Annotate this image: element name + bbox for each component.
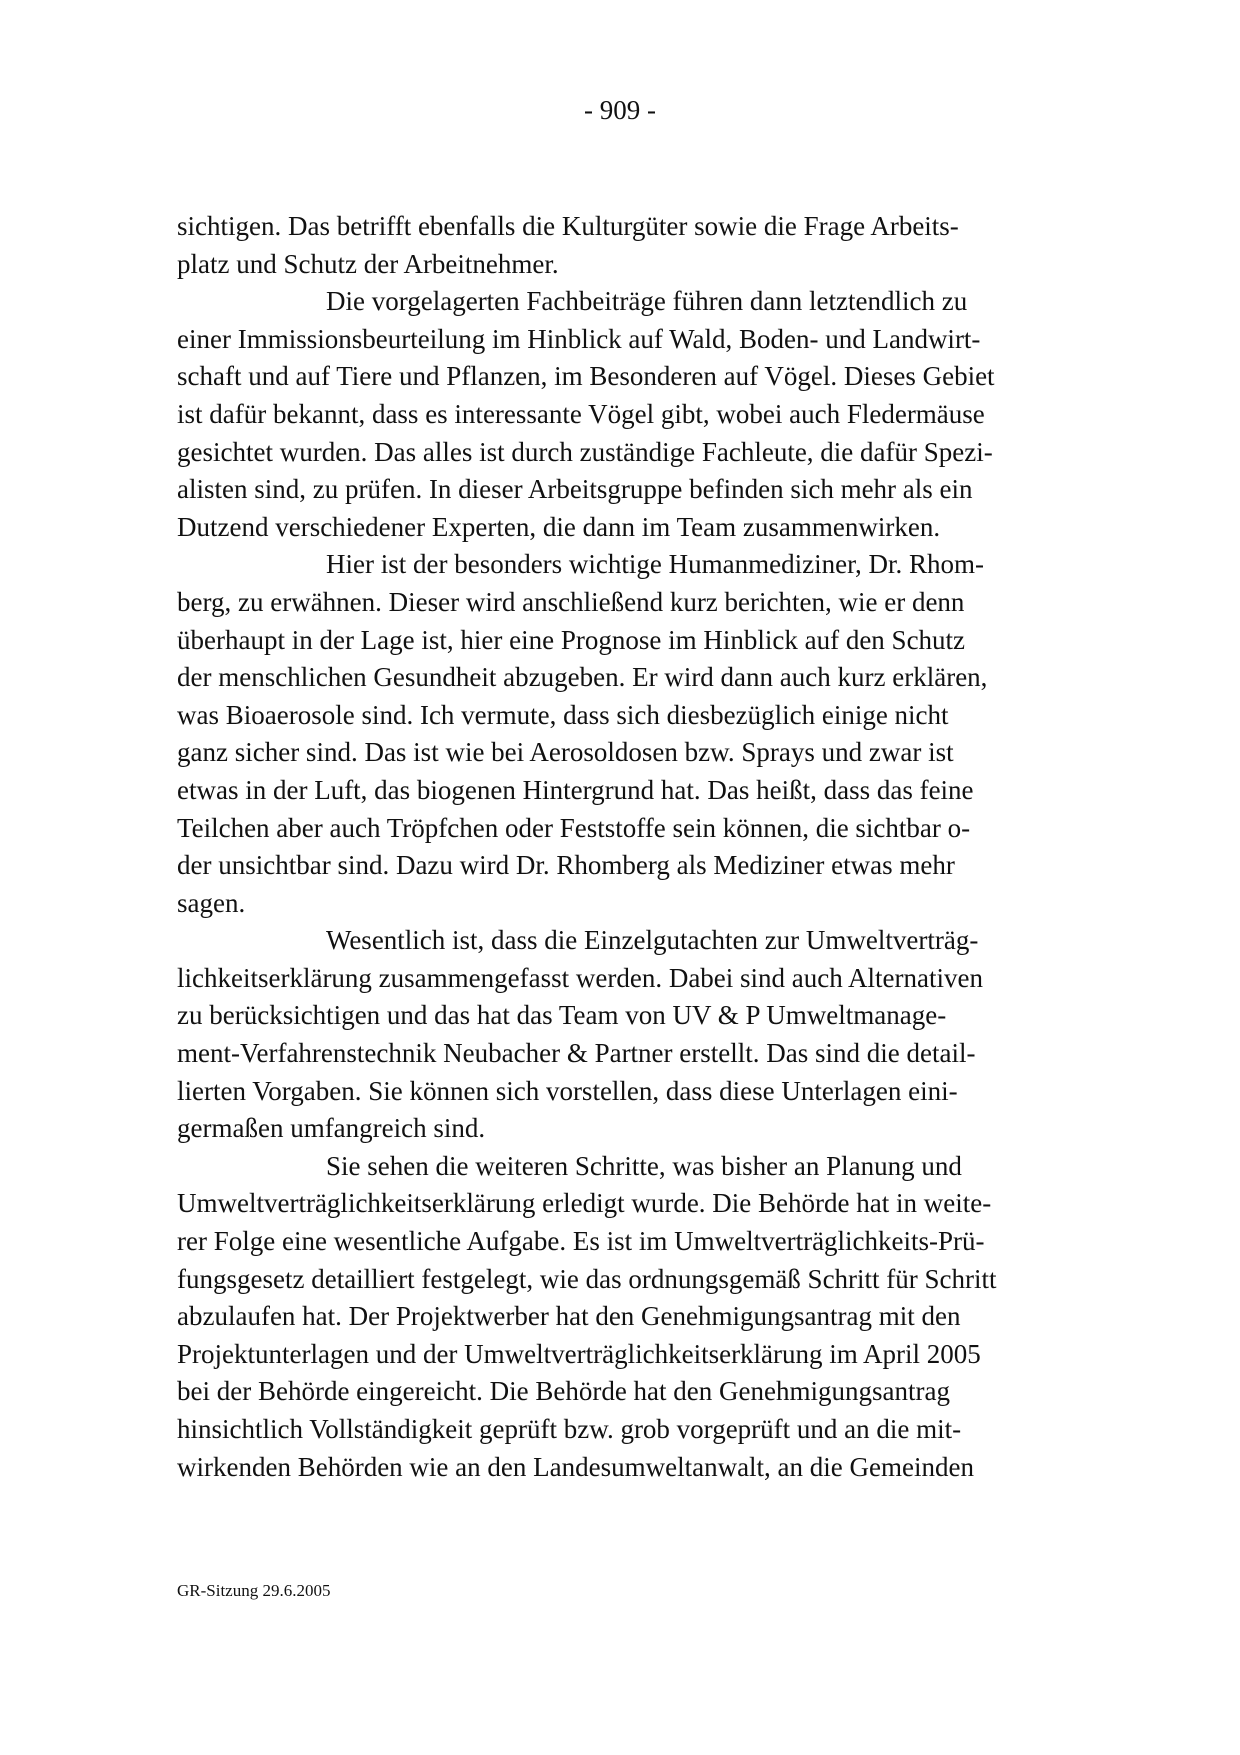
text-line: fungsgesetz detailliert festgelegt, wie das ordnungsgemäß Schritt für Schritt	[177, 1263, 997, 1294]
text-line: lichkeitserklärung zusammengefasst werden. Dabei sind auch Alternativen	[177, 962, 983, 993]
text-line: alisten sind, zu prüfen. In dieser Arbeitsgruppe befinden sich mehr als ein	[177, 474, 973, 505]
text-line: der menschlichen Gesundheit abzugeben. Er wird dann auch kurz erklären,	[177, 662, 988, 693]
text-line: berg, zu erwähnen. Dieser wird anschließend kurz berichten, wie er denn	[177, 586, 965, 617]
text-line: sagen.	[177, 887, 246, 918]
text-line: germaßen umfangreich sind.	[177, 1113, 486, 1144]
body-text	[177, 208, 1067, 1486]
paragraph-start-line: Sie sehen die weiteren Schritte, was bisher an Planung und	[326, 1150, 962, 1181]
text-line: zu berücksichtigen und das hat das Team von UV & P Umweltmanage-	[177, 1000, 947, 1031]
text-line: was Bioaerosole sind. Ich vermute, dass sich diesbezüglich einige nicht	[177, 699, 949, 730]
text-line: abzulaufen hat. Der Projektwerber hat den Genehmigungsantrag mit den	[177, 1301, 961, 1332]
text-line: ment-Verfahrenstechnik Neubacher & Partner erstellt. Das sind die detail-	[177, 1038, 976, 1069]
text-line: sichtigen. Das betrifft ebenfalls die Kulturgüter sowie die Frage Arbeits-	[177, 211, 959, 241]
text-line: rer Folge eine wesentliche Aufgabe. Es ist im Umweltverträglichkeits-Prü-	[177, 1226, 985, 1257]
text-line: schaft und auf Tiere und Pflanzen, im Besonderen auf Vögel. Dieses Gebiet	[177, 361, 995, 392]
text-line: der unsichtbar sind. Dazu wird Dr. Rhomberg als Mediziner etwas mehr	[177, 850, 955, 881]
text-line: Projektunterlagen und der Umweltverträglichkeitserklärung im April 2005	[177, 1338, 981, 1369]
text-line: einer Immissionsbeurteilung im Hinblick auf Wald, Boden- und Landwirt-	[177, 323, 981, 354]
page-footer: GR-Sitzung 29.6.2005	[177, 1581, 331, 1600]
paragraph-start-line: Hier ist der besonders wichtige Humanmediziner, Dr. Rhom-	[326, 549, 985, 580]
text-line: platz und Schutz der Arbeitnehmer.	[177, 248, 559, 279]
text-line: lierten Vorgaben. Sie können sich vorstellen, dass diese Unterlagen eini-	[177, 1075, 958, 1106]
page-number: - 909 -	[584, 95, 656, 125]
text-line: gesichtet wurden. Das alles ist durch zuständige Fachleute, die dafür Spezi-	[177, 436, 993, 467]
text-line: hinsichtlich Vollständigkeit geprüft bzw. grob vorgeprüft und an die mit-	[177, 1414, 962, 1444]
paragraph-start-line: Die vorgelagerten Fachbeiträge führen dann letztendlich zu	[326, 286, 968, 317]
text-line: Teilchen aber auch Tröpfchen oder Feststoffe sein können, die sichtbar o-	[177, 812, 971, 843]
text-line: wirkenden Behörden wie an den Landesumweltanwalt, an die Gemeinden	[177, 1451, 974, 1482]
paragraph-start-line: Wesentlich ist, dass die Einzelgutachten zur Umweltverträg-	[326, 925, 979, 956]
text-line: Umweltverträglichkeitserklärung erledigt wurde. Die Behörde hat in weite-	[177, 1188, 992, 1219]
text-line: ist dafür bekannt, dass es interessante Vögel gibt, wobei auch Fledermäuse	[177, 398, 985, 429]
text-line: überhaupt in der Lage ist, hier eine Prognose im Hinblick auf den Schutz	[177, 624, 966, 655]
text-line: ganz sicher sind. Das ist wie bei Aerosoldosen bzw. Sprays und zwar ist	[177, 737, 954, 768]
text-line: bei der Behörde eingereicht. Die Behörde hat den Genehmigungsantrag	[177, 1376, 950, 1407]
text-line: etwas in der Luft, das biogenen Hintergrund hat. Das heißt, dass das feine	[177, 774, 974, 805]
text-line: Dutzend verschiedener Experten, die dann im Team zusammenwirken.	[177, 511, 941, 542]
